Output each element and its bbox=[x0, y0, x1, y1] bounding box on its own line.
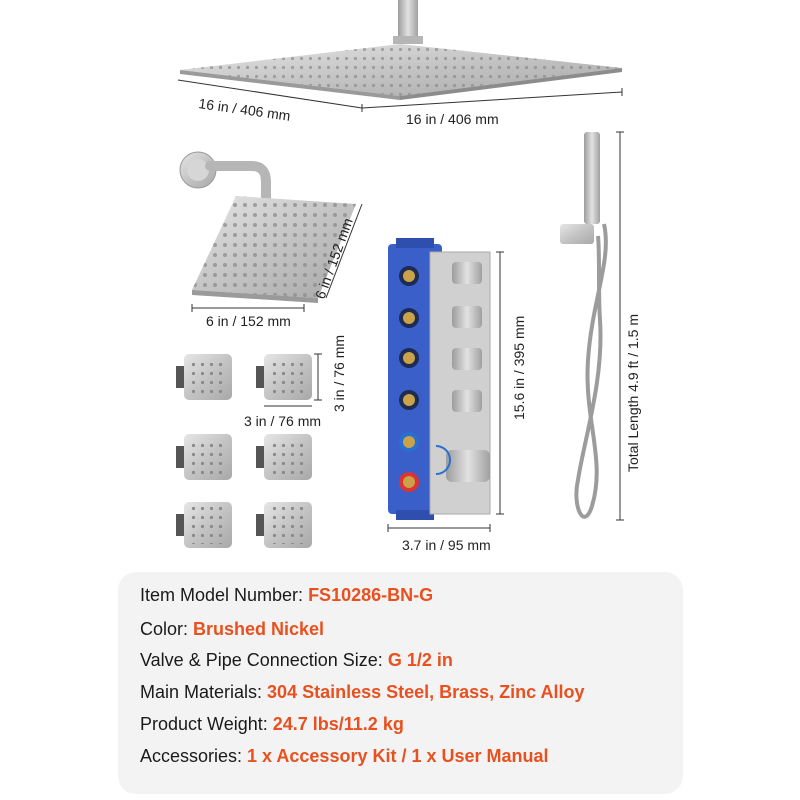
body-jet-3 bbox=[176, 434, 232, 480]
spec-accessories bbox=[140, 746, 549, 767]
jet-height-dimension: 3 in / 76 mm bbox=[331, 334, 347, 412]
valve-height-dimension: 15.6 in / 395 mm bbox=[511, 315, 527, 420]
spec-materials bbox=[140, 682, 585, 703]
spec-value: G 1/2 in bbox=[387, 650, 453, 670]
square-head-depth-dimension: 6 in / 152 mm bbox=[311, 215, 356, 302]
jet-width-dimension: 3 in / 76 mm bbox=[244, 413, 322, 429]
body-jet-4 bbox=[256, 434, 312, 480]
spec-value: 1 x Accessory Kit / 1 x User Manual bbox=[247, 746, 549, 766]
spec-label: Valve & Pipe Connection Size: bbox=[140, 650, 388, 670]
spec-value: Brushed Nickel bbox=[193, 619, 325, 639]
spec-color bbox=[140, 619, 324, 640]
rain-shower-head bbox=[180, 0, 622, 100]
spec-label: Product Weight: bbox=[140, 714, 273, 734]
spec-value: FS10286-BN-G bbox=[308, 585, 434, 605]
body-jet-1 bbox=[176, 354, 232, 400]
thermostatic-valve bbox=[388, 238, 490, 520]
spec-label: Color: bbox=[140, 619, 194, 639]
spec-value: 24.7 lbs/11.2 kg bbox=[272, 714, 404, 734]
rain-head-left-dimension: 16 in / 406 mm bbox=[197, 95, 292, 124]
handheld-shower bbox=[560, 132, 606, 517]
spec-model-number bbox=[140, 585, 433, 606]
spec-label: Main Materials: bbox=[140, 682, 268, 702]
body-jet-2 bbox=[256, 354, 312, 400]
spec-weight bbox=[140, 714, 404, 735]
spec-connection-size bbox=[140, 650, 453, 671]
hose-length-dimension: Total Length 4.9 ft / 1.5 m bbox=[625, 314, 641, 472]
body-jet-5 bbox=[176, 502, 232, 548]
valve-width-dimension: 3.7 in / 95 mm bbox=[402, 537, 491, 553]
spec-value: 304 Stainless Steel, Brass, Zinc Alloy bbox=[267, 682, 585, 702]
rain-head-right-dimension: 16 in / 406 mm bbox=[406, 111, 499, 127]
hose-dimension-lines bbox=[616, 132, 624, 520]
spec-label: Item Model Number: bbox=[140, 585, 309, 605]
square-head-width-dimension: 6 in / 152 mm bbox=[206, 313, 291, 329]
body-jet-6 bbox=[256, 502, 312, 548]
spec-label: Accessories: bbox=[140, 746, 248, 766]
